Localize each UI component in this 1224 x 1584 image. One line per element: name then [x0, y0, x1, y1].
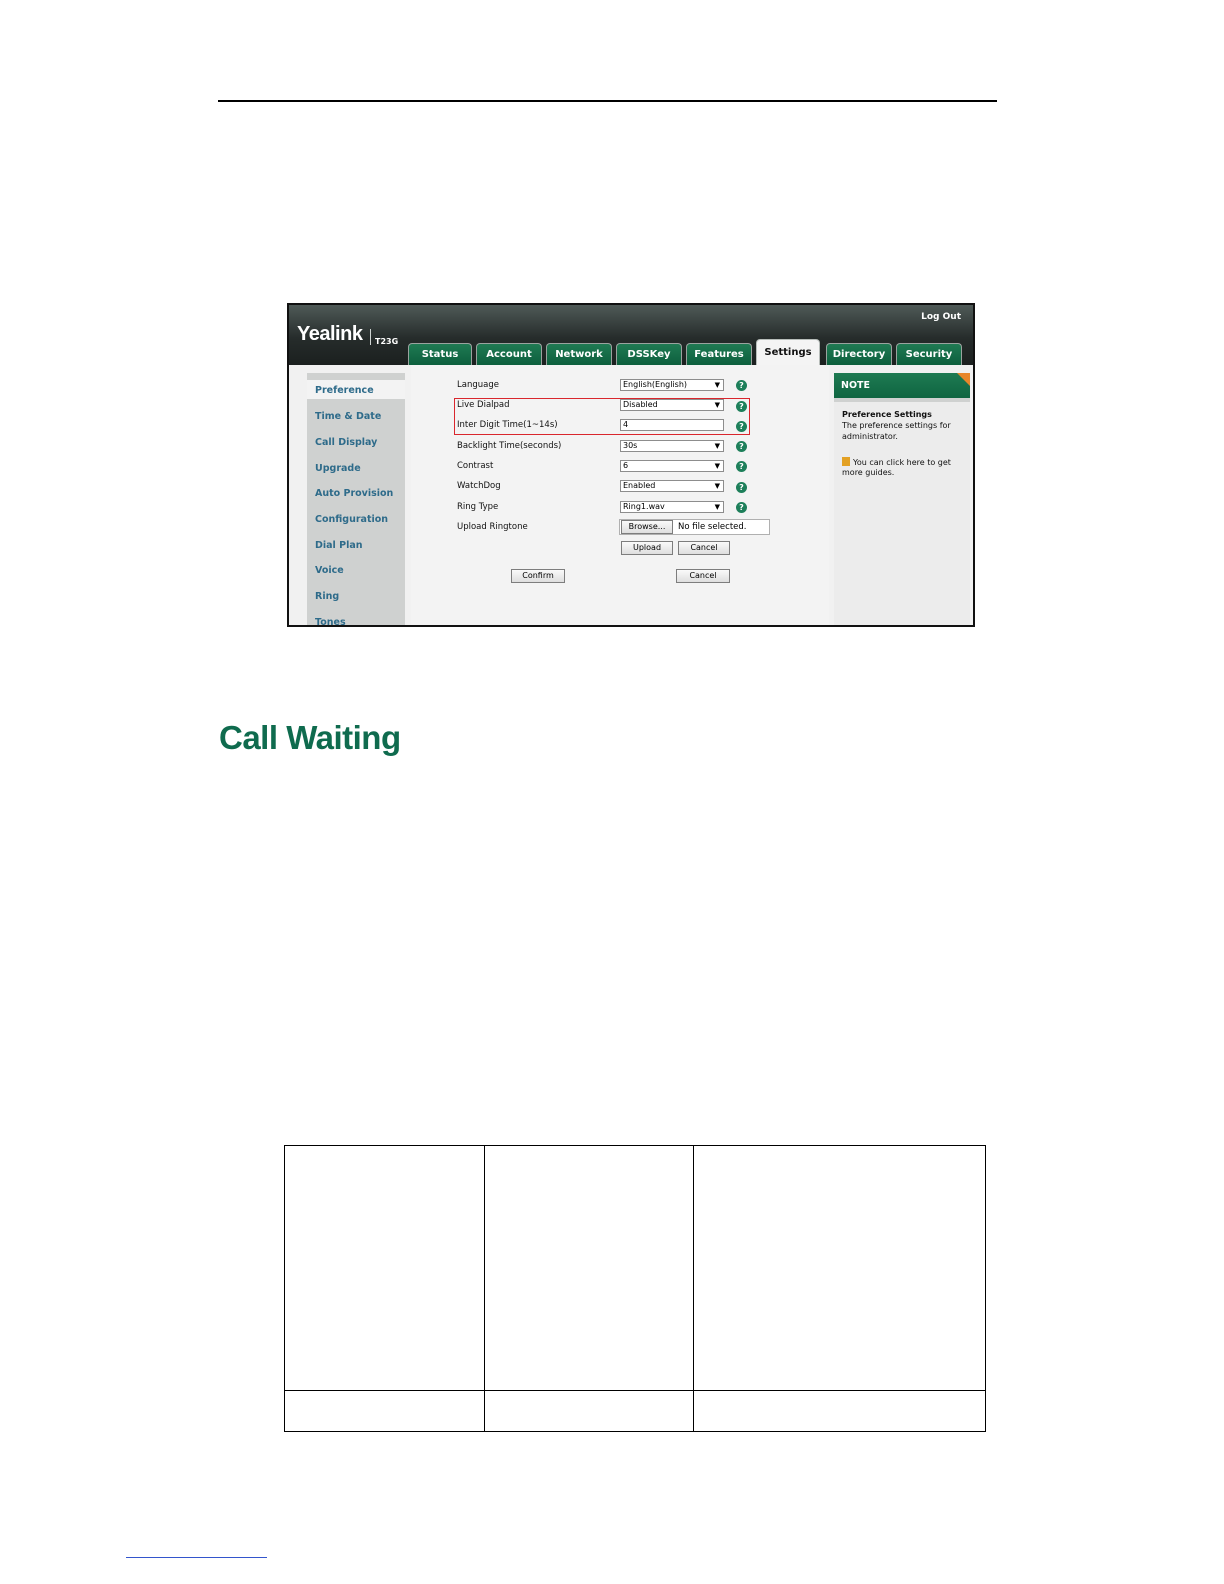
no-file-text: No file selected.: [678, 522, 747, 532]
sidebar-item-dial-plan[interactable]: Dial Plan: [315, 540, 363, 551]
note-corner-icon: [957, 373, 970, 386]
upload-button[interactable]: Upload: [621, 541, 673, 555]
sidebar-item-ring[interactable]: Ring: [315, 591, 340, 602]
sidebar-item-preference[interactable]: Preference: [315, 385, 374, 396]
note-guide-link[interactable]: [842, 457, 951, 468]
sidebar-item-tones[interactable]: Tones: [315, 617, 346, 627]
note-line: The preference settings for: [842, 421, 951, 430]
table-row-divider: [285, 1390, 985, 1391]
backlight-time-value: 30s: [623, 441, 638, 450]
tab-dsskey[interactable]: DSSKey: [616, 343, 682, 365]
watchdog-value: Enabled: [623, 481, 656, 490]
section-heading: Call Waiting: [219, 719, 401, 756]
cancel-button[interactable]: Cancel: [676, 569, 730, 583]
inter-digit-time-value: 4: [623, 420, 629, 429]
chevron-down-icon: ▼: [714, 401, 720, 409]
help-icon[interactable]: ?: [736, 482, 747, 493]
live-dialpad-value: Disabled: [623, 400, 658, 409]
contrast-select[interactable]: [620, 460, 724, 472]
tab-settings[interactable]: Settings: [756, 339, 820, 365]
field-label-language: Language: [457, 380, 499, 390]
highlight-box: [454, 398, 750, 435]
header-rule: [218, 100, 997, 102]
logo-separator: [370, 329, 371, 345]
help-icon[interactable]: ?: [736, 380, 747, 391]
tab-network[interactable]: Network: [546, 343, 612, 365]
note-header: NOTE: [834, 373, 970, 398]
browse-button[interactable]: Browse...: [621, 520, 673, 534]
field-label-contrast: Contrast: [457, 461, 494, 471]
chevron-down-icon: ▼: [714, 442, 720, 450]
help-icon[interactable]: ?: [736, 461, 747, 472]
sidebar-item-auto-provision[interactable]: Auto Provision: [315, 488, 394, 499]
upload-cancel-button[interactable]: Cancel: [678, 541, 730, 555]
field-label-backlight-time: Backlight Time(seconds): [457, 441, 562, 451]
logout-link[interactable]: Log Out: [921, 312, 961, 322]
help-icon[interactable]: ?: [736, 441, 747, 452]
tab-directory[interactable]: Directory: [826, 343, 892, 365]
chevron-down-icon: ▼: [714, 381, 720, 389]
field-label-ring-type: Ring Type: [457, 502, 499, 512]
help-icon[interactable]: ?: [736, 401, 747, 412]
model-label: T23G: [375, 337, 399, 346]
table-column-divider: [693, 1146, 694, 1431]
sidebar-item-call-display[interactable]: Call Display: [315, 437, 378, 448]
tab-status[interactable]: Status: [408, 343, 472, 365]
footer-link-underline: [126, 1557, 267, 1558]
table-column-divider: [484, 1146, 485, 1431]
note-guide-text: more guides.: [842, 468, 895, 477]
field-label-watchdog: WatchDog: [457, 481, 501, 491]
settings-sidebar: [307, 373, 405, 627]
help-icon[interactable]: ?: [736, 421, 747, 432]
ring-type-value: Ring1.wav: [623, 502, 665, 511]
note-guide-text: You can click here to get: [853, 458, 951, 467]
language-select[interactable]: [620, 379, 724, 391]
sidebar-item-voice[interactable]: Voice: [315, 565, 344, 576]
chevron-down-icon: ▼: [714, 482, 720, 490]
note-line: administrator.: [842, 432, 898, 441]
language-value: English(English): [623, 380, 688, 389]
sidebar-item-time-date[interactable]: Time & Date: [315, 411, 382, 422]
sidebar-item-configuration[interactable]: Configuration: [315, 514, 389, 525]
tab-account[interactable]: Account: [476, 343, 542, 365]
contrast-value: 6: [623, 461, 629, 470]
note-body: [834, 402, 970, 627]
help-icon[interactable]: ?: [736, 502, 747, 513]
watchdog-select[interactable]: [620, 480, 724, 492]
note-title: Preference Settings: [842, 410, 932, 419]
confirm-button[interactable]: Confirm: [511, 569, 565, 583]
chevron-down-icon: ▼: [714, 462, 720, 470]
web-ui-screenshot: [287, 303, 975, 627]
backlight-time-select[interactable]: [620, 440, 724, 452]
field-label-live-dialpad: Live Dialpad: [457, 400, 510, 410]
field-label-inter-digit-time: Inter Digit Time(1~14s): [457, 420, 558, 430]
field-label-upload-ringtone: Upload Ringtone: [457, 522, 528, 532]
chevron-down-icon: ▼: [714, 503, 720, 511]
top-bar: [289, 305, 973, 365]
tab-features[interactable]: Features: [686, 343, 752, 365]
sidebar-item-upgrade[interactable]: Upgrade: [315, 463, 361, 474]
yealink-logo: Yealink: [297, 323, 363, 345]
ring-type-select[interactable]: [620, 501, 724, 513]
parameter-table: [284, 1145, 986, 1432]
tab-security[interactable]: Security: [896, 343, 962, 365]
book-icon: [842, 457, 850, 466]
note-panel: [834, 373, 970, 627]
